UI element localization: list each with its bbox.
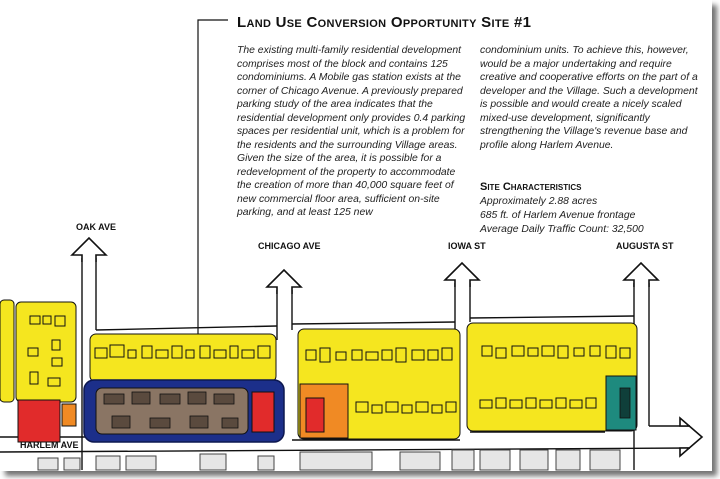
south-footprints bbox=[38, 450, 620, 470]
orange-inner bbox=[306, 398, 324, 432]
teal-inner bbox=[620, 388, 630, 418]
opportunity-site bbox=[84, 380, 284, 442]
arrow-iowa bbox=[445, 263, 479, 287]
street-label-iowa: IOWA ST bbox=[448, 241, 486, 251]
arrow-chicago bbox=[267, 270, 301, 294]
site-acreage: Approximately 2.88 acres bbox=[480, 196, 598, 207]
arrow-oak bbox=[72, 238, 106, 262]
description-column-2: condominium units. To achieve this, however, would be a major undertaking and require creative and cooperative efforts on the part of a developer and the Village. Such a development is possible and would create a nicely scaled mixed-use development, significantly strengthening the Village's revenue base and profile along Harlem Avenue. bbox=[480, 45, 698, 151]
site-characteristics-heading: Site Characteristics bbox=[480, 181, 582, 193]
gas-station bbox=[252, 392, 274, 432]
street-label-harlem: HARLEM AVE bbox=[20, 440, 79, 450]
street-label-chicago: CHICAGO AVE bbox=[258, 241, 321, 251]
description-column-1: The existing multi-family residential development comprises most of the block and contains 125 condominiums. A Mobile gas station exists at the corner of Chicago Avenue. A previously prepared parking study of the area indicates that the residential development only provides 0.4 parking spaces per residential unit, which is a problem for the residents and the surrounding Village areas. Given the size of the area, it is possible for a redevelopment of the property to accommodate the creation of more than 40,000 square feet of new commercial floor area, sufficient on-site parking, and at least 125 new bbox=[237, 45, 466, 218]
arrow-augusta bbox=[624, 263, 658, 287]
block-left-strip bbox=[0, 300, 14, 402]
leader-line bbox=[198, 20, 228, 378]
page-title: Land Use Conversion Opportunity Site #1 bbox=[237, 14, 532, 31]
street-label-oak: OAK AVE bbox=[76, 222, 117, 232]
arrow-harlem bbox=[680, 418, 702, 456]
commercial-annex bbox=[62, 404, 76, 426]
street-label-augusta: AUGUSTA ST bbox=[616, 241, 674, 251]
site-frontage: 685 ft. of Harlem Avenue frontage bbox=[480, 210, 636, 221]
commercial-corner bbox=[18, 400, 60, 442]
site-traffic-count: Average Daily Traffic Count: 32,500 bbox=[480, 224, 644, 235]
